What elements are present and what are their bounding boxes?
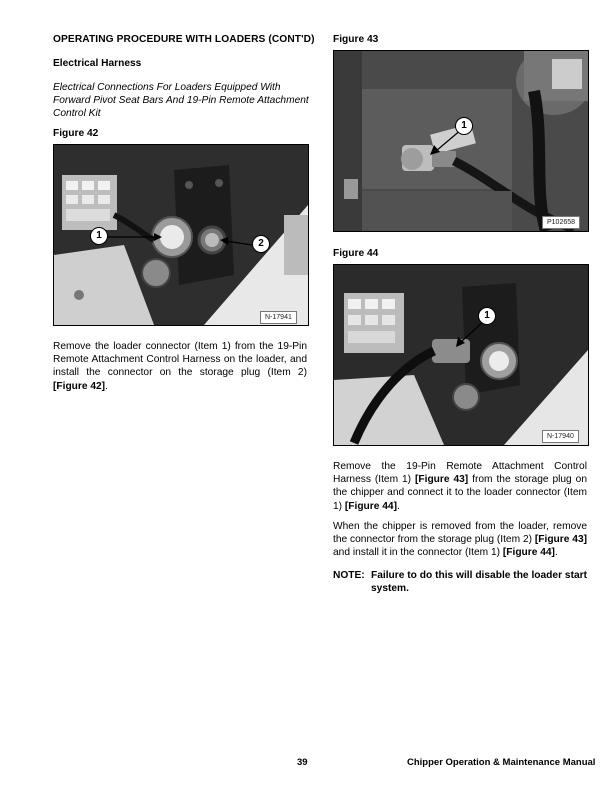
left-paragraph bbox=[53, 340, 307, 393]
figure-42-photo bbox=[53, 144, 309, 326]
figure-44-label: Figure 44 bbox=[333, 248, 379, 259]
figure-42-code: N-17941 bbox=[260, 311, 297, 324]
figure-42-label: Figure 42 bbox=[53, 128, 99, 139]
figure-44-code: N-17940 bbox=[542, 430, 579, 443]
right-para1-text-3: . bbox=[396, 500, 400, 512]
figure-44-photo bbox=[333, 264, 589, 446]
manual-title: Chipper Operation & Maintenance Manual bbox=[407, 757, 596, 768]
right-para2-ref-1: [Figure 43] bbox=[534, 534, 588, 546]
figure-42-callout-1: 1 bbox=[90, 227, 108, 245]
note-block bbox=[333, 569, 587, 595]
figure-43-illustration bbox=[334, 51, 588, 231]
intro-italic bbox=[53, 81, 313, 120]
figure-43-photo bbox=[333, 50, 589, 232]
intro-line-3: Control Kit bbox=[53, 108, 101, 119]
right-para2-text-1: When the chipper is removed from the loader, remove the connector from the storage plug (Item 2) bbox=[333, 521, 587, 546]
note-label: NOTE: bbox=[333, 570, 365, 581]
note-text: Failure to do this will disable the loader start system. bbox=[371, 570, 587, 595]
right-para1-ref-2: [Figure 44] bbox=[344, 500, 397, 512]
figure-43-callout-1: 1 bbox=[455, 117, 473, 135]
right-para2-text-3: . bbox=[554, 547, 558, 559]
right-para1-text-1: Remove the 19-Pin Remote Attachment Control Harness (Item 1) bbox=[333, 461, 587, 486]
right-paragraph-1 bbox=[333, 460, 587, 513]
figure-42-callout-2: 2 bbox=[252, 235, 270, 253]
intro-line-2: Forward Pivot Seat Bars And 19-Pin Remote Attachment bbox=[53, 95, 309, 106]
right-para1-ref-1: [Figure 43] bbox=[415, 474, 469, 486]
right-para2-text-2: and install it in the connector (Item 1) bbox=[333, 547, 503, 559]
section-title: OPERATING PROCEDURE WITH LOADERS (CONT'D) bbox=[53, 34, 315, 45]
left-para-ref-1: [Figure 42] bbox=[53, 380, 106, 392]
right-para2-ref-2: [Figure 44] bbox=[502, 547, 555, 559]
right-para1-text-2: from the storage plug on the chipper and connect it to the loader connector (Item 1) bbox=[333, 474, 587, 512]
figure-43-label: Figure 43 bbox=[333, 34, 379, 45]
intro-line-1: Electrical Connections For Loaders Equipped With bbox=[53, 82, 281, 93]
right-paragraph-2 bbox=[333, 520, 587, 560]
page-number: 39 bbox=[297, 757, 308, 768]
figure-44-illustration bbox=[334, 265, 588, 445]
figure-43-code: P102658 bbox=[542, 216, 580, 229]
left-para-text-1: Remove the loader connector (Item 1) from the 19-Pin Remote Attachment Control Harness on the loader, and install the connector on the storage plug (Item 2) bbox=[53, 341, 307, 379]
left-para-text-2: . bbox=[105, 380, 108, 392]
subtitle: Electrical Harness bbox=[53, 58, 142, 69]
figure-44-callout-1: 1 bbox=[478, 307, 496, 325]
